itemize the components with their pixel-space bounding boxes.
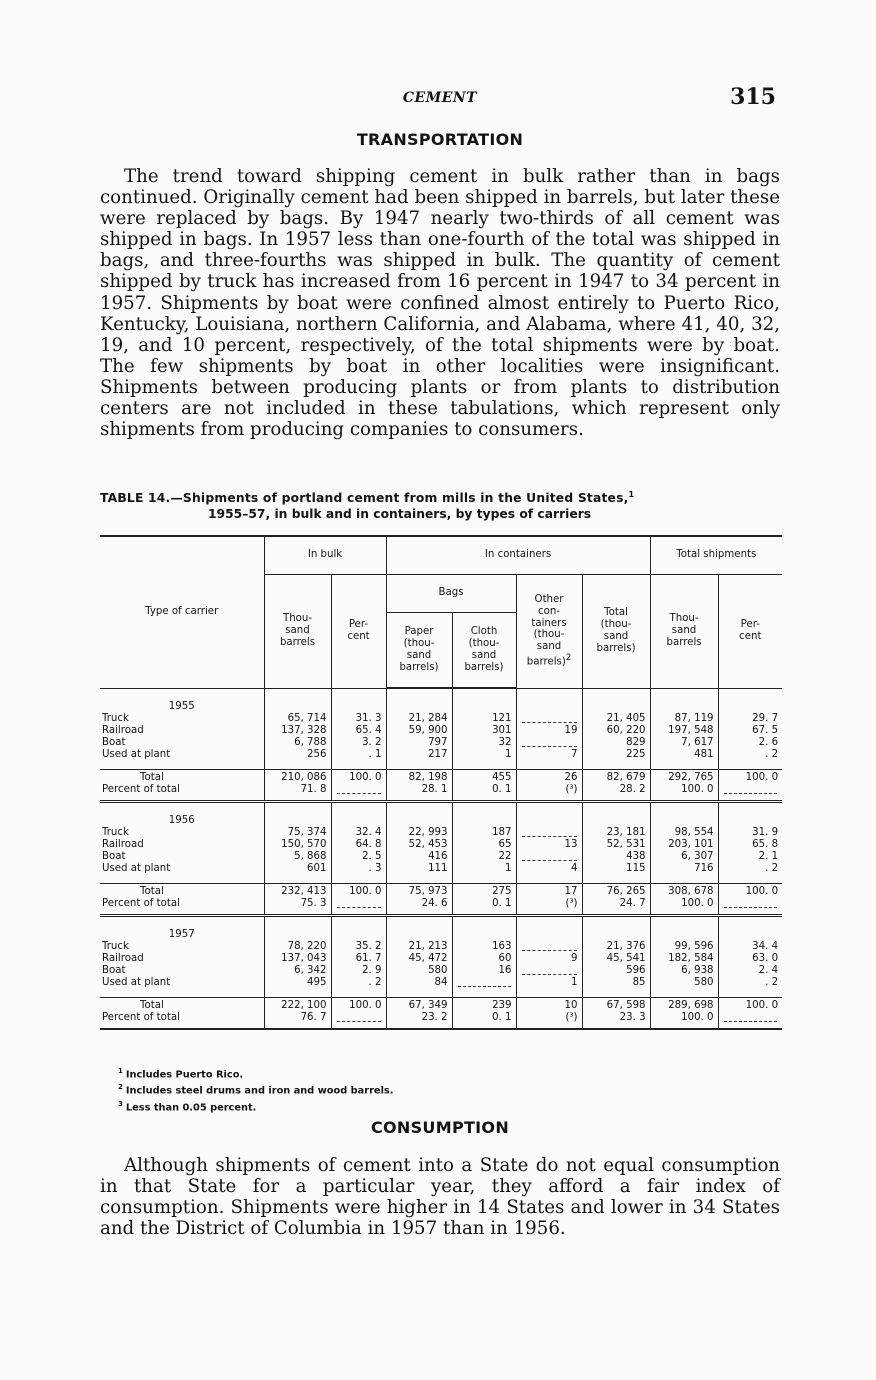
table-cell: 21, 284 xyxy=(386,713,452,725)
table-cell: 222, 100 xyxy=(264,997,331,1012)
empty-cell xyxy=(264,915,331,941)
table-cell: 32. 4 xyxy=(331,827,386,839)
table-cell: 65, 714 xyxy=(264,713,331,725)
empty-cell xyxy=(386,915,452,941)
table-row xyxy=(100,839,782,851)
empty-cell xyxy=(516,737,582,749)
table-cell: 217 xyxy=(386,749,452,770)
header-bags: Bags xyxy=(386,574,516,612)
header-total-thousand-barrels: Thou- sand barrels xyxy=(650,574,718,688)
table-cell: 24. 6 xyxy=(386,898,452,916)
empty-cell xyxy=(331,688,386,713)
table-cell: 75, 374 xyxy=(264,827,331,839)
dash-leader xyxy=(337,785,381,794)
table-cell: 67, 349 xyxy=(386,997,452,1012)
table-cell: 115 xyxy=(582,863,650,884)
table-cell: 10 xyxy=(516,997,582,1012)
table-cell: 75. 3 xyxy=(264,898,331,916)
empty-cell xyxy=(386,801,452,827)
empty-cell xyxy=(516,965,582,977)
table-cell: 416 xyxy=(386,851,452,863)
table-cell: 32 xyxy=(452,737,516,749)
table-caption-line-2: 1955–57, in bulk and in containers, by types of carriers xyxy=(208,507,592,522)
dash-leader xyxy=(522,942,577,951)
empty-cell xyxy=(718,784,782,802)
row-label: Boat xyxy=(102,850,126,862)
table-cell: 2. 1 xyxy=(718,851,782,863)
table-cell: 24. 7 xyxy=(582,898,650,916)
table-cell: 29. 7 xyxy=(718,713,782,725)
table-cell: 301 xyxy=(452,725,516,737)
total-row xyxy=(100,997,782,1012)
row-label: Total xyxy=(100,769,264,784)
empty-cell xyxy=(452,688,516,713)
row-label: Percent of total xyxy=(100,1012,264,1029)
dash-leader xyxy=(522,714,577,723)
table-cell: 52, 453 xyxy=(386,839,452,851)
table-cell: 0. 1 xyxy=(452,784,516,802)
table-cell: 85 xyxy=(582,977,650,998)
table-cell: 65. 4 xyxy=(331,725,386,737)
table-cell: . 1 xyxy=(331,749,386,770)
dash-leader xyxy=(458,978,511,987)
table-cell: 23, 181 xyxy=(582,827,650,839)
table-cell: 137, 043 xyxy=(264,953,331,965)
table-cell: 63. 0 xyxy=(718,953,782,965)
header-other-containers: Other con- tainers (thou- sand barrels)$^2$ xyxy=(516,574,582,688)
table-cell: 21, 376 xyxy=(582,941,650,953)
table-cell: 100. 0 xyxy=(718,883,782,898)
empty-cell xyxy=(582,801,650,827)
table-cell: 100. 0 xyxy=(718,997,782,1012)
table-row xyxy=(100,863,782,884)
table-cell: 1 xyxy=(452,863,516,884)
empty-cell xyxy=(331,801,386,827)
table-cell: (³) xyxy=(516,1012,582,1029)
table-cell: 60 xyxy=(452,953,516,965)
table-cell: 2. 9 xyxy=(331,965,386,977)
table-cell: 7 xyxy=(516,749,582,770)
row-label: Truck xyxy=(102,826,129,838)
dash-leader xyxy=(337,1013,381,1022)
transportation-paragraph: The trend toward shipping cement in bulk rather than in bags continued. Originally cement had been shipped in barrels, but later these were replaced by bags. By 1947 nearly two-thirds of all cement was shipped in bags. In 1957 less than one-fourth of the total was shipped in bags, and three-fourths was shipped in bulk. The quantity of cement shipped by truck has increased from 16 percent in 1947 to 34 percent in 1957. Shipments by boat were confined almost entirely to Puerto Rico, Kentucky, Louisiana, northern California, and Alabama, where 41, 40, 32, 19, and 10 percent, respectively, of the total shipments were by boat. The few shipments by boat in other localities were insignificant. Shipments between producing plants or from plants to distribution centers are not included in these tabulations, which represent only shipments from producing companies to consumers. xyxy=(100,166,780,441)
empty-cell xyxy=(582,915,650,941)
table-cell: 187 xyxy=(452,827,516,839)
row-label: Railroad xyxy=(102,838,144,850)
empty-cell xyxy=(452,915,516,941)
table-cell: 210, 086 xyxy=(264,769,331,784)
year-label: 1956 xyxy=(168,814,195,826)
table-cell: 150, 570 xyxy=(264,839,331,851)
header-cloth: Cloth (thou- sand barrels) xyxy=(452,612,516,688)
table-cell: 100. 0 xyxy=(650,1012,718,1029)
empty-cell xyxy=(516,688,582,713)
empty-cell xyxy=(650,688,718,713)
table-cell: 65. 8 xyxy=(718,839,782,851)
running-title: CEMENT xyxy=(402,90,478,106)
table-cell: 292, 765 xyxy=(650,769,718,784)
table-cell: 100. 0 xyxy=(331,997,386,1012)
shipments-table xyxy=(100,535,782,1030)
table-cell: 6, 938 xyxy=(650,965,718,977)
footnotes xyxy=(118,1065,718,1114)
table-cell: 82, 198 xyxy=(386,769,452,784)
empty-cell xyxy=(331,898,386,916)
empty-cell xyxy=(516,941,582,953)
table-cell: 797 xyxy=(386,737,452,749)
table-cell: 26 xyxy=(516,769,582,784)
table-cell: 1 xyxy=(452,749,516,770)
table-cell: 52, 531 xyxy=(582,839,650,851)
table-cell: 203, 101 xyxy=(650,839,718,851)
empty-cell xyxy=(582,688,650,713)
consumption-paragraph: Although shipments of cement into a State do not equal consumption in that State for a particular year, they afford a fair index of consumption. Shipments were higher in 14 States and lower in 34 States and the District of Columbia in 1957 than in 1956. xyxy=(100,1155,780,1240)
table-cell: 31. 9 xyxy=(718,827,782,839)
year-row xyxy=(100,688,782,713)
year-row xyxy=(100,801,782,827)
table-cell: 71. 8 xyxy=(264,784,331,802)
dash-leader xyxy=(337,899,381,908)
table-cell: 34. 4 xyxy=(718,941,782,953)
table-cell: 6, 342 xyxy=(264,965,331,977)
table-cell: . 2 xyxy=(718,977,782,998)
empty-cell xyxy=(516,827,582,839)
table-caption-line-1: TABLE 14.—Shipments of portland cement from mills in the United States,$^1$ xyxy=(100,490,635,506)
table-cell: 65 xyxy=(452,839,516,851)
percent-of-total-row xyxy=(100,1012,782,1029)
dash-leader xyxy=(724,785,778,794)
table-cell: 9 xyxy=(516,953,582,965)
dash-leader xyxy=(724,1013,778,1022)
table-cell: 0. 1 xyxy=(452,1012,516,1029)
empty-cell xyxy=(718,898,782,916)
table-cell: 82, 679 xyxy=(582,769,650,784)
table-cell: 121 xyxy=(452,713,516,725)
empty-cell xyxy=(452,977,516,998)
table-cell: 23. 2 xyxy=(386,1012,452,1029)
empty-cell xyxy=(331,915,386,941)
row-label: Railroad xyxy=(102,952,144,964)
table-cell: 100. 0 xyxy=(718,769,782,784)
row-label: Boat xyxy=(102,964,126,976)
row-label: Percent of total xyxy=(100,784,264,802)
caption-footnote-mark: 1 xyxy=(628,490,635,499)
empty-cell xyxy=(264,688,331,713)
header-bulk-percent: Per- cent xyxy=(331,574,386,688)
footnote-3: $^3$ Less than 0.05 percent. xyxy=(118,1099,257,1113)
dash-leader xyxy=(522,738,577,747)
table-cell: 601 xyxy=(264,863,331,884)
table-cell: 163 xyxy=(452,941,516,953)
table-cell: 829 xyxy=(582,737,650,749)
empty-cell xyxy=(386,688,452,713)
table-row xyxy=(100,737,782,749)
table-cell: 596 xyxy=(582,965,650,977)
year-label: 1955 xyxy=(168,700,195,712)
table-cell: (³) xyxy=(516,898,582,916)
empty-cell xyxy=(264,801,331,827)
table-cell: . 3 xyxy=(331,863,386,884)
table-cell: 256 xyxy=(264,749,331,770)
table-cell: 495 xyxy=(264,977,331,998)
header-in-bulk: In bulk xyxy=(264,536,386,574)
table-cell: 3. 2 xyxy=(331,737,386,749)
table-cell: . 2 xyxy=(718,863,782,884)
table-cell: 225 xyxy=(582,749,650,770)
percent-of-total-row xyxy=(100,784,782,802)
table-caption xyxy=(100,487,790,522)
consumption-heading: CONSUMPTION xyxy=(370,1118,510,1137)
year-row xyxy=(100,915,782,941)
empty-cell xyxy=(516,801,582,827)
total-row xyxy=(100,769,782,784)
table-cell: 0. 1 xyxy=(452,898,516,916)
table-cell: 67. 5 xyxy=(718,725,782,737)
empty-cell xyxy=(650,915,718,941)
table-cell: 31. 3 xyxy=(331,713,386,725)
table-cell: 22 xyxy=(452,851,516,863)
empty-cell xyxy=(516,713,582,725)
table-row xyxy=(100,851,782,863)
table-cell: 111 xyxy=(386,863,452,884)
header-total-containers: Total (thou- sand barrels) xyxy=(582,574,650,688)
table-cell: 59, 900 xyxy=(386,725,452,737)
header-in-containers: In containers xyxy=(386,536,650,574)
table-row xyxy=(100,965,782,977)
table-cell: 308, 678 xyxy=(650,883,718,898)
row-label: Used at plant xyxy=(102,862,171,874)
table-cell: 239 xyxy=(452,997,516,1012)
table-cell: 7, 617 xyxy=(650,737,718,749)
dash-leader xyxy=(522,828,577,837)
row-label: Used at plant xyxy=(102,976,171,988)
table-cell: 2. 5 xyxy=(331,851,386,863)
table-cell: 137, 328 xyxy=(264,725,331,737)
table-cell: 22, 993 xyxy=(386,827,452,839)
empty-cell xyxy=(516,915,582,941)
table-cell: 2. 4 xyxy=(718,965,782,977)
row-label: Railroad xyxy=(102,724,144,736)
table-cell: 580 xyxy=(650,977,718,998)
page-header xyxy=(100,84,780,114)
header-type-of-carrier: Type of carrier xyxy=(100,536,264,688)
row-label: Total xyxy=(100,997,264,1012)
table-cell: 716 xyxy=(650,863,718,884)
table-cell: . 2 xyxy=(718,749,782,770)
table-cell: 5, 868 xyxy=(264,851,331,863)
table-row xyxy=(100,713,782,725)
table-cell: 64. 8 xyxy=(331,839,386,851)
table-cell: 6, 307 xyxy=(650,851,718,863)
table-cell: 60, 220 xyxy=(582,725,650,737)
footnote-2: $^2$ Includes steel drums and iron and wood barrels. xyxy=(118,1083,394,1097)
other-containers-footnote-mark: 2 xyxy=(565,652,572,663)
table-cell: 21, 405 xyxy=(582,713,650,725)
table-cell: 99, 596 xyxy=(650,941,718,953)
table-row xyxy=(100,827,782,839)
table-cell: 98, 554 xyxy=(650,827,718,839)
table-cell: 78, 220 xyxy=(264,941,331,953)
row-label: Boat xyxy=(102,736,126,748)
table-cell: 76, 265 xyxy=(582,883,650,898)
table-cell: 100. 0 xyxy=(650,784,718,802)
header-total-percent: Per- cent xyxy=(718,574,782,688)
table-cell: 28. 1 xyxy=(386,784,452,802)
empty-cell xyxy=(331,784,386,802)
table-cell: . 2 xyxy=(331,977,386,998)
table-cell: 232, 413 xyxy=(264,883,331,898)
table-cell: 6, 788 xyxy=(264,737,331,749)
table-cell: 75, 973 xyxy=(386,883,452,898)
dash-leader xyxy=(522,966,577,975)
empty-cell xyxy=(452,801,516,827)
header-total-shipments: Total shipments xyxy=(650,536,782,574)
empty-cell xyxy=(650,801,718,827)
table-row xyxy=(100,977,782,998)
table-row xyxy=(100,725,782,737)
row-label: Total xyxy=(100,883,264,898)
row-label: Percent of total xyxy=(100,898,264,916)
table-row xyxy=(100,953,782,965)
table-cell: 1 xyxy=(516,977,582,998)
empty-cell xyxy=(516,851,582,863)
footnote-1: $^1$ Includes Puerto Rico. xyxy=(118,1067,244,1081)
table-cell: 289, 698 xyxy=(650,997,718,1012)
table-cell: 76. 7 xyxy=(264,1012,331,1029)
table-cell: 481 xyxy=(650,749,718,770)
table-cell: 61. 7 xyxy=(331,953,386,965)
row-label: Truck xyxy=(102,712,129,724)
empty-cell xyxy=(718,688,782,713)
percent-of-total-row xyxy=(100,898,782,916)
table-cell: 21, 213 xyxy=(386,941,452,953)
table-cell: 28. 2 xyxy=(582,784,650,802)
table-cell: (³) xyxy=(516,784,582,802)
header-paper: Paper (thou- sand barrels) xyxy=(386,612,452,688)
table-cell: 35. 2 xyxy=(331,941,386,953)
table-cell: 100. 0 xyxy=(650,898,718,916)
table-cell: 13 xyxy=(516,839,582,851)
year-label: 1957 xyxy=(168,928,195,940)
table-cell: 19 xyxy=(516,725,582,737)
empty-cell xyxy=(718,1012,782,1029)
table-cell: 45, 541 xyxy=(582,953,650,965)
table-cell: 45, 472 xyxy=(386,953,452,965)
transportation-heading: TRANSPORTATION xyxy=(356,130,524,149)
table-row xyxy=(100,749,782,770)
dash-leader xyxy=(724,899,778,908)
table-cell: 455 xyxy=(452,769,516,784)
table-cell: 100. 0 xyxy=(331,769,386,784)
dash-leader xyxy=(522,852,577,861)
row-label: Used at plant xyxy=(102,748,171,760)
row-label: Truck xyxy=(102,940,129,952)
table-cell: 275 xyxy=(452,883,516,898)
table-cell: 23. 3 xyxy=(582,1012,650,1029)
header-bulk-thousand-barrels: Thou- sand barrels xyxy=(264,574,331,688)
table-cell: 16 xyxy=(452,965,516,977)
table-cell: 4 xyxy=(516,863,582,884)
empty-cell xyxy=(331,1012,386,1029)
table-cell: 197, 548 xyxy=(650,725,718,737)
table-cell: 438 xyxy=(582,851,650,863)
table-cell: 182, 584 xyxy=(650,953,718,965)
empty-cell xyxy=(718,915,782,941)
table-cell: 2. 6 xyxy=(718,737,782,749)
page-number: 315 xyxy=(730,84,776,110)
table-row xyxy=(100,941,782,953)
empty-cell xyxy=(718,801,782,827)
table-cell: 17 xyxy=(516,883,582,898)
table-cell: 100. 0 xyxy=(331,883,386,898)
table-body xyxy=(100,688,782,1029)
total-row xyxy=(100,883,782,898)
table-cell: 580 xyxy=(386,965,452,977)
table-cell: 84 xyxy=(386,977,452,998)
table-cell: 87, 119 xyxy=(650,713,718,725)
table-cell: 67, 598 xyxy=(582,997,650,1012)
